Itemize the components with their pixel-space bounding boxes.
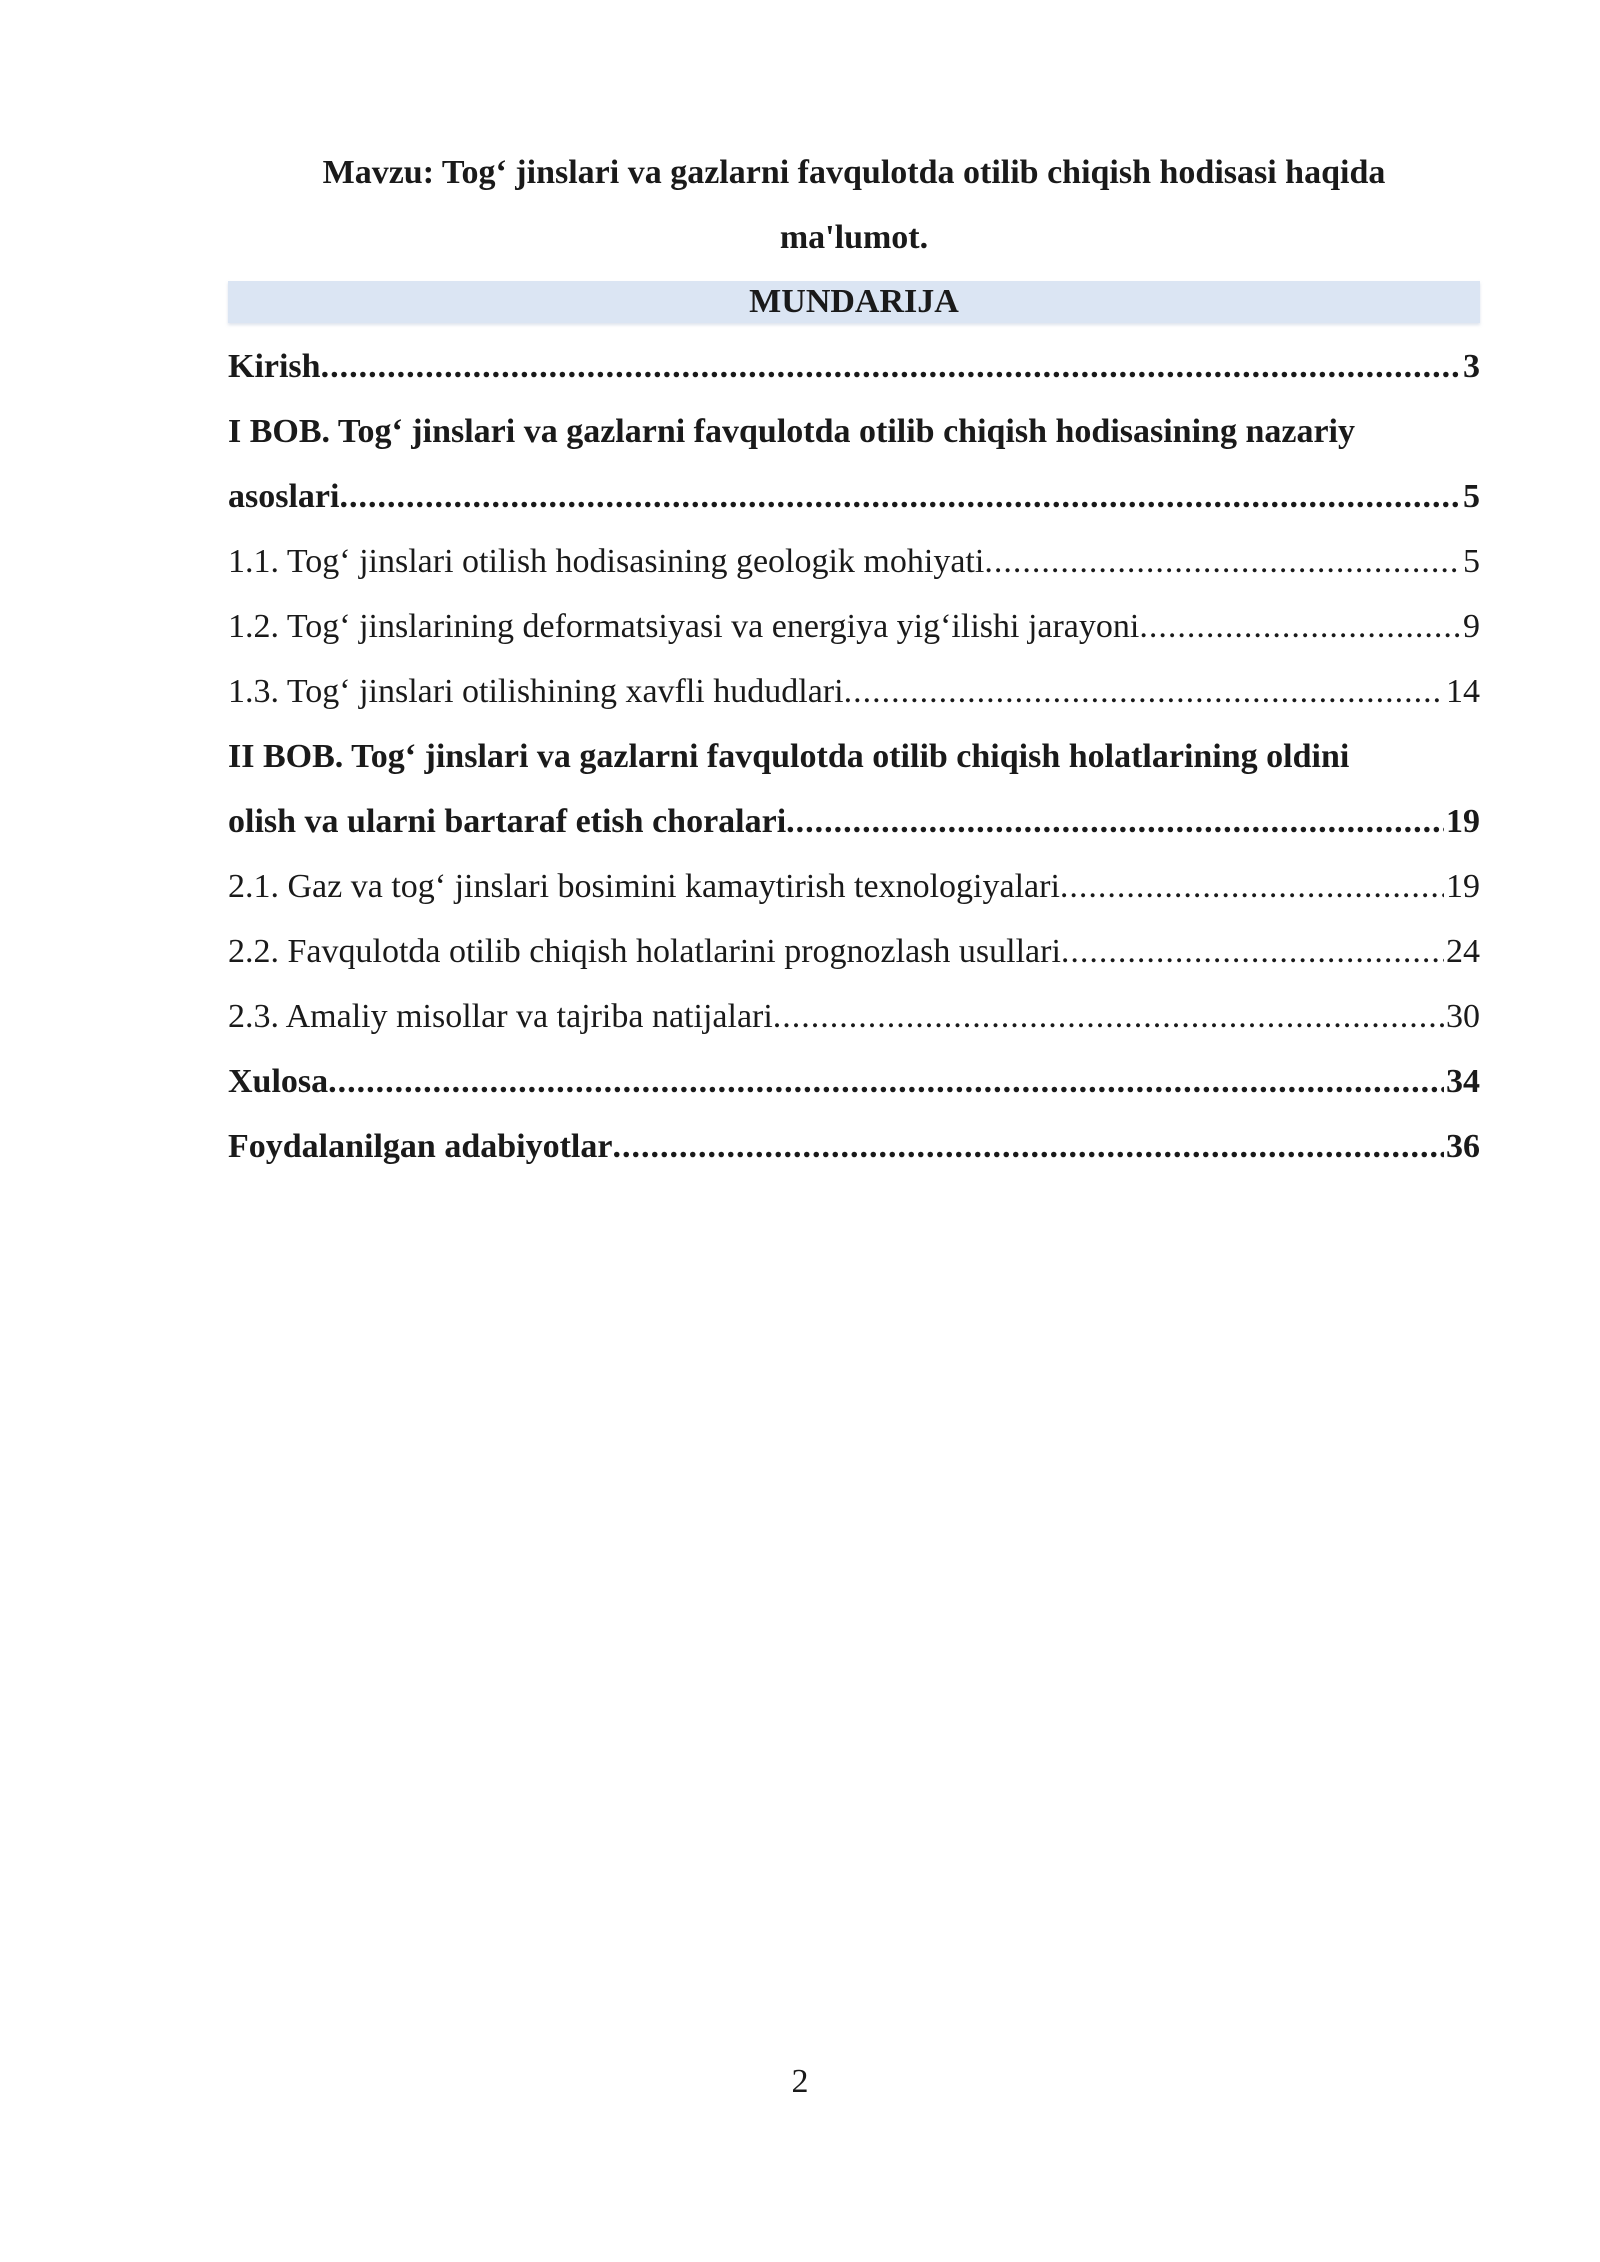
toc-entry-chapter-2-line-1[interactable]: II BOB. Tog‘ jinslari va gazlarni favqulotda otilib chiqish holatlarining oldini: [228, 738, 1350, 775]
toc-entry-page: 34: [1446, 1063, 1480, 1100]
toc-entry-text: Xulosa: [228, 1063, 329, 1100]
toc-entry-section-2-3[interactable]: [228, 984, 1480, 1049]
toc-entry-text: 1.3. Tog‘ jinslari otilishining xavfli hududlari: [228, 673, 844, 710]
toc-entry-page: 3: [1463, 348, 1480, 385]
page-number: 2: [791, 2063, 809, 2100]
toc-entry-text: 2.2. Favqulotda otilib chiqish holatlarini prognozlash usullari: [228, 933, 1061, 970]
toc-entry-text: 2.1. Gaz va tog‘ jinslari bosimini kamaytirish texnologiyalari: [228, 868, 1060, 905]
toc-entry-text: 2.3. Amaliy misollar va tajriba natijalari: [228, 998, 773, 1035]
toc-entry-page: 19: [1446, 868, 1480, 905]
toc-entry-text: 1.1. Tog‘ jinslari otilish hodisasining geologik mohiyati: [228, 543, 985, 580]
toc-entry-kirish[interactable]: [228, 334, 1480, 399]
toc-entry-page: 30: [1446, 998, 1480, 1035]
toc-entry-chapter-1[interactable]: [228, 464, 1480, 529]
toc-entry-text: olish va ularni bartaraf etish choralari: [228, 803, 787, 840]
toc-entry-page: 14: [1446, 673, 1480, 710]
toc-leader-dots: [786, 789, 1444, 854]
toc-entry-text: 1.2. Tog‘ jinslarining deformatsiyasi va energiya yig‘ilishi jarayoni: [228, 608, 1140, 645]
toc-entry-section-1-2[interactable]: [228, 594, 1480, 659]
toc-entry-text: Foydalanilgan adabiyotlar: [228, 1128, 613, 1165]
toc-entry-section-2-2[interactable]: [228, 919, 1480, 984]
toc-entry-text: Kirish: [228, 348, 321, 385]
toc-entry-xulosa[interactable]: [228, 1049, 1480, 1114]
toc-leader-dots: [1060, 854, 1444, 919]
toc-heading: MUNDARIJA: [228, 281, 1480, 323]
toc-entry-page: 9: [1463, 608, 1480, 645]
toc-leader-dots: [321, 334, 1461, 399]
toc-entry-page: 19: [1446, 803, 1480, 840]
toc-entry-section-1-3[interactable]: [228, 659, 1480, 724]
toc-leader-dots: [339, 464, 1461, 529]
toc-entry-chapter-1-line-1[interactable]: I BOB. Tog‘ jinslari va gazlarni favqulotda otilib chiqish hodisasining nazariy: [228, 413, 1355, 450]
toc-entry-page: 36: [1446, 1128, 1480, 1165]
toc-entry-text: asoslari: [228, 478, 340, 515]
toc-entry-section-1-1[interactable]: [228, 529, 1480, 594]
toc-leader-dots: [1139, 594, 1461, 659]
document-title-line-2: ma'lumot.: [779, 219, 929, 256]
toc-entry-chapter-2[interactable]: [228, 789, 1480, 854]
document-title-line-1: Mavzu: Tog‘ jinslari va gazlarni favqulotda otilib chiqish hodisasi haqida: [322, 154, 1386, 191]
toc-leader-dots: [844, 659, 1444, 724]
toc-entry-section-2-1[interactable]: [228, 854, 1480, 919]
toc-entry-page: 24: [1446, 933, 1480, 970]
toc-entry-references[interactable]: [228, 1114, 1480, 1179]
toc-leader-dots: [612, 1114, 1444, 1179]
toc-entry-page: 5: [1463, 478, 1480, 515]
toc-leader-dots: [328, 1049, 1444, 1114]
toc-leader-dots: [773, 984, 1444, 1049]
toc-leader-dots: [984, 529, 1461, 594]
toc-entry-page: 5: [1463, 543, 1480, 580]
toc-leader-dots: [1061, 919, 1444, 984]
page-content: [228, 140, 1480, 1179]
